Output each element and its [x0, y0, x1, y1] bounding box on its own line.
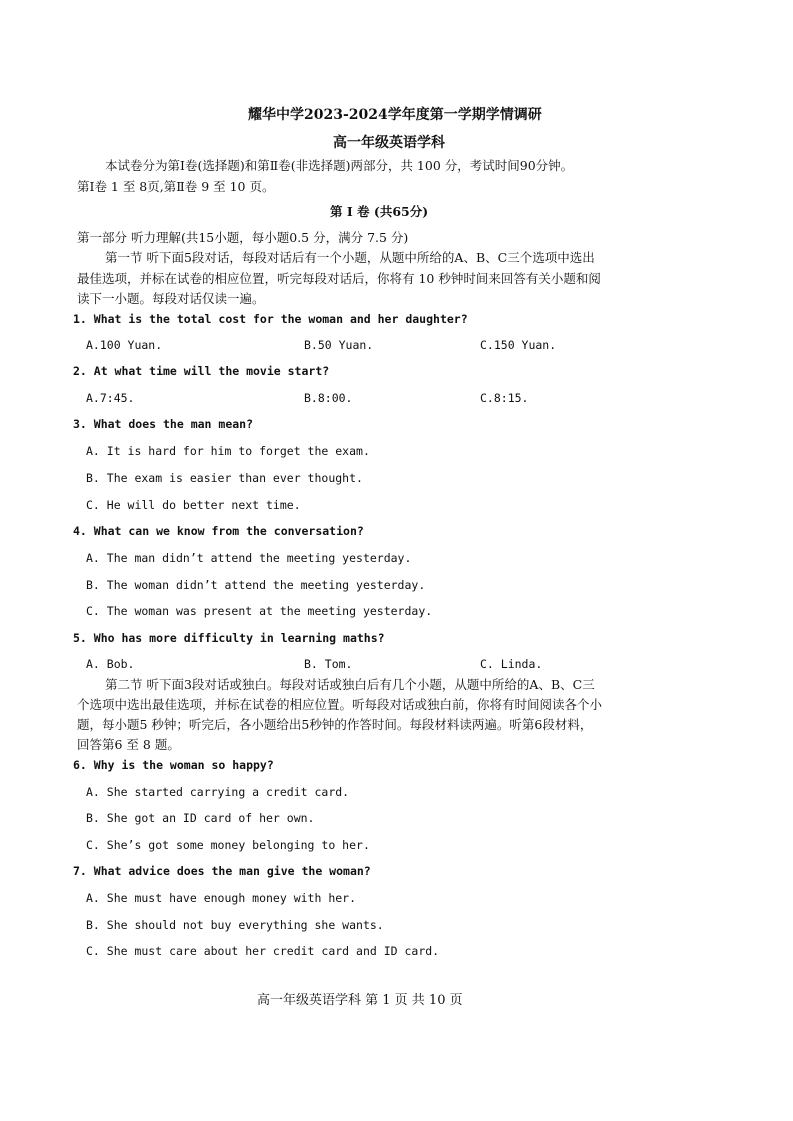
- question-3-stem: 3. What does the man mean?: [73, 417, 254, 431]
- question-5-option-c: C. Linda.: [480, 657, 543, 671]
- question-6-option-b: B. She got an ID card of her own.: [86, 811, 315, 825]
- question-1-option-c: C.150 Yuan.: [480, 338, 557, 352]
- question-5-option-a: A. Bob.: [86, 657, 135, 671]
- section2-instruction-4: 回答第6 至 8 题。: [77, 737, 180, 752]
- volume-heading: 第 Ⅰ 卷 (共65分): [330, 204, 429, 219]
- question-2-stem: 2. At what time will the movie start?: [73, 364, 330, 378]
- question-2-option-b: B.8:00.: [304, 391, 353, 405]
- question-2-option-a: A.7:45.: [86, 391, 135, 405]
- question-6-option-c: C. She’s got some money belonging to her.: [86, 838, 370, 852]
- part-heading: 第一部分 听力理解(共15小题，每小题0.5 分，满分 7.5 分): [77, 230, 409, 245]
- question-3-option-b: B. The exam is easier than ever thought.: [86, 471, 363, 485]
- section1-instruction-2: 最佳选项，并标在试卷的相应位置，听完每段对话后，你将有 10 秒钟时间来回答有关小题和阅: [77, 271, 601, 286]
- section1-instruction-1: 第一节 听下面5段对话，每段对话后有一个小题，从题中所给的A、B、C三个选项中选出: [105, 250, 595, 265]
- section2-instruction-3: 题，每小题5 秒钟；听完后，各小题给出5秒钟的作答时间。每段材料读两遍。听第6段材料，: [77, 717, 593, 732]
- section1-instruction-3: 读下一小题。每段对话仅读一遍。: [77, 291, 265, 306]
- question-7-option-b: B. She should not buy everything she wants.: [86, 918, 384, 932]
- question-1-option-b: B.50 Yuan.: [304, 338, 374, 352]
- question-3-option-a: A. It is hard for him to forget the exam.: [86, 444, 370, 458]
- intro-line-1: 本试卷分为第Ⅰ卷(选择题)和第Ⅱ卷(非选择题)两部分，共 100 分，考试时间90分钟。: [105, 158, 574, 173]
- question-4-stem: 4. What can we know from the conversation?: [73, 524, 364, 538]
- question-5-option-b: B. Tom.: [304, 657, 353, 671]
- question-4-option-b: B. The woman didn’t attend the meeting yesterday.: [86, 578, 426, 592]
- intro-line-2: 第Ⅰ卷 1 至 8页,第Ⅱ卷 9 至 10 页。: [77, 179, 275, 194]
- question-4-option-c: C. The woman was present at the meeting yesterday.: [86, 604, 433, 618]
- question-6-stem: 6. Why is the woman so happy?: [73, 758, 274, 772]
- section2-instruction-2: 个选项中选出最佳选项，并标在试卷的相应位置。听每段对话或独白前，你将有时间阅读各个小: [77, 697, 603, 712]
- section2-instruction-1: 第二节 听下面3段对话或独白。每段对话或独白后有几个小题，从题中所给的A、B、C三: [105, 677, 595, 692]
- question-7-option-a: A. She must have enough money with her.: [86, 891, 357, 905]
- question-1-stem: 1. What is the total cost for the woman and her daughter?: [73, 312, 468, 326]
- question-3-option-c: C. He will do better next time.: [86, 498, 301, 512]
- question-1-option-a: A.100 Yuan.: [86, 338, 163, 352]
- question-4-option-a: A. The man didn’t attend the meeting yesterday.: [86, 551, 412, 565]
- exam-title: 耀华中学2023-2024学年度第一学期学情调研: [248, 107, 542, 123]
- question-2-option-c: C.8:15.: [480, 391, 529, 405]
- page-footer: 高一年级英语学科 第 1 页 共 10 页: [257, 993, 463, 1008]
- question-7-option-c: C. She must care about her credit card and ID card.: [86, 944, 440, 958]
- question-6-option-a: A. She started carrying a credit card.: [86, 785, 350, 799]
- question-7-stem: 7. What advice does the man give the woman?: [73, 864, 371, 878]
- question-5-stem: 5. Who has more difficulty in learning maths?: [73, 631, 385, 645]
- exam-subtitle: 高一年级英语学科: [333, 135, 445, 151]
